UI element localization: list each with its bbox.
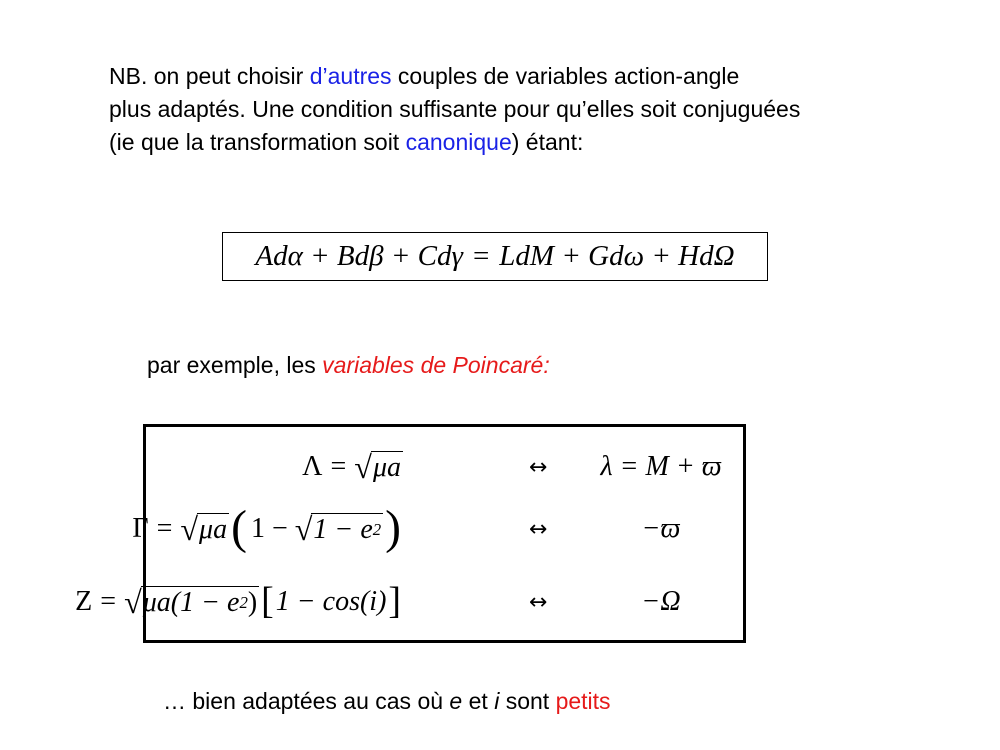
example-pre: par exemple, les bbox=[147, 352, 323, 378]
sqrt-icon: √ bbox=[124, 583, 142, 620]
close-paren: ) bbox=[385, 502, 401, 555]
row-conjugate: −ϖ bbox=[641, 513, 681, 544]
radicand-head: μa(1 − e bbox=[142, 586, 240, 618]
closing-line bbox=[163, 688, 611, 715]
closing-pre: … bien adaptées au cas où bbox=[163, 688, 450, 714]
sqrt-expression bbox=[124, 583, 259, 620]
inner-expression: 1 − e bbox=[313, 513, 373, 545]
canonical-condition-equation bbox=[222, 232, 768, 281]
petits-highlight: petits bbox=[555, 688, 611, 714]
intro-line3-pre: (ie que la transformation soit bbox=[109, 129, 406, 155]
e-variable: e bbox=[449, 688, 463, 714]
intro-line-2: plus adaptés. Une condition suffisante pour qu’elles soit conjuguées bbox=[109, 96, 801, 122]
sqrt-expression bbox=[354, 448, 403, 485]
intro-line1-pre: NB. on peut choisir bbox=[109, 63, 310, 89]
closing-mid1: et bbox=[462, 688, 495, 714]
equals-sign: = bbox=[330, 451, 347, 482]
sqrt-icon: √ bbox=[294, 510, 313, 547]
dautres-highlight: d’autres bbox=[309, 63, 392, 89]
exponent: 2 bbox=[372, 519, 382, 539]
table-row bbox=[146, 437, 743, 497]
bracket-content: 1 − cos(i) bbox=[275, 586, 387, 617]
equation-rhs: LdM + Gdω + HdΩ bbox=[499, 240, 735, 272]
z-symbol: Z bbox=[75, 586, 93, 617]
lambda-symbol: Λ bbox=[302, 451, 323, 482]
intro-line1-post: couples de variables action-angle bbox=[391, 63, 740, 89]
table-row bbox=[75, 572, 743, 632]
example-line bbox=[147, 352, 550, 379]
double-arrow-icon: ↔ bbox=[529, 589, 548, 615]
poincare-variables-table bbox=[75, 424, 746, 643]
i-variable: i bbox=[494, 688, 500, 714]
exponent: 2 bbox=[239, 592, 248, 612]
intro-line3-post: ) étant: bbox=[511, 129, 584, 155]
canonique-highlight: canonique bbox=[405, 129, 512, 155]
radicand-tail: ) bbox=[247, 586, 258, 618]
open-bracket: [ bbox=[261, 580, 274, 623]
gamma-symbol: Γ bbox=[132, 513, 149, 544]
close-bracket: ] bbox=[388, 580, 401, 623]
row-lhs bbox=[75, 572, 403, 632]
equals-sign: = bbox=[100, 586, 117, 617]
sqrt-radicand bbox=[141, 586, 259, 619]
sqrt-icon: √ bbox=[180, 510, 199, 547]
double-arrow-icon: ↔ bbox=[529, 516, 548, 542]
double-arrow-icon: ↔ bbox=[529, 454, 548, 480]
row-lhs bbox=[302, 437, 403, 497]
sqrt-radicand-inner bbox=[311, 513, 383, 546]
equation-lhs: Adα + Bdβ + Cdγ bbox=[255, 240, 463, 272]
sqrt-radicand: μa bbox=[199, 513, 228, 545]
row-conjugate: λ = M + ϖ bbox=[600, 451, 722, 482]
one-minus: 1 − bbox=[250, 512, 295, 544]
sqrt-icon: √ bbox=[354, 448, 372, 485]
equals-sign: = bbox=[156, 513, 173, 544]
row-conjugate: −Ω bbox=[641, 586, 681, 617]
intro-line-3 bbox=[109, 126, 979, 159]
sqrt-expression bbox=[180, 510, 229, 547]
inner-sqrt-expression bbox=[250, 510, 383, 547]
intro-line-1 bbox=[109, 60, 979, 93]
row-lhs bbox=[132, 499, 403, 559]
poincare-variables-highlight: variables de Poincaré: bbox=[322, 352, 550, 378]
closing-mid2: sont bbox=[499, 688, 556, 714]
intro-paragraph bbox=[109, 60, 979, 159]
table-row bbox=[132, 499, 743, 559]
sqrt-radicand: μa bbox=[372, 451, 401, 483]
equation-equals: = bbox=[472, 240, 490, 272]
open-paren: ( bbox=[231, 502, 247, 555]
